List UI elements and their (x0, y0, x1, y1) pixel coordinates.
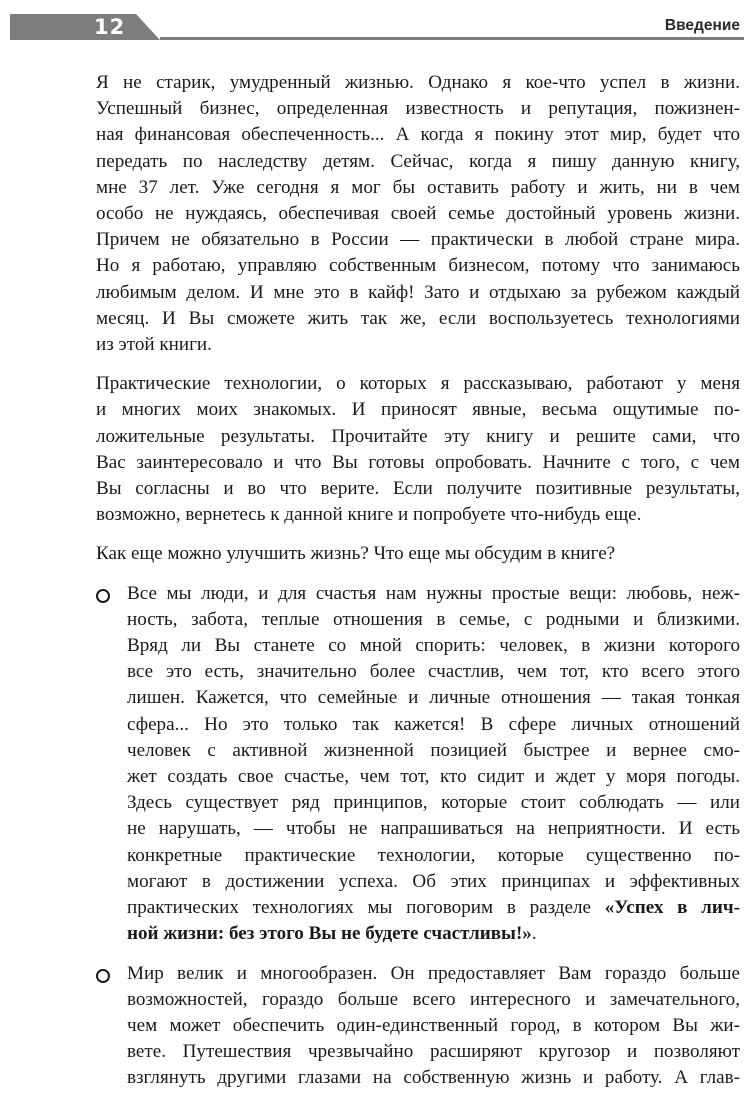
text-line: конкретные практические технологии, которые существенно по- (127, 844, 740, 866)
body-text (96, 70, 740, 1105)
text-line: Я не старик, умудренный жизнью. Однако я кое-что успел в жизни. (96, 72, 740, 93)
list-item (96, 581, 740, 948)
text-line: сфера... Но это только так кажется! В сфере личных отношений (127, 713, 740, 735)
circle-bullet-icon (96, 969, 110, 983)
text-line: Вас заинтересовало и что Вы готовы опробовать. Начните с того, с чем (96, 451, 740, 473)
text-line: ная финансовая обеспеченность... А когда я покину этот мир, будет что (96, 124, 740, 146)
text-line: Здесь существует ряд принципов, которые стоит соблюдать — или (127, 792, 740, 814)
text-line: все это есть, значительно более счастлив, чем тот, кто всего этого (127, 661, 740, 683)
text-line: Как еще можно улучшить жизнь? Что еще мы обсудим в книге? (96, 543, 616, 565)
paragraph-2 (96, 371, 740, 528)
paragraph-3 (96, 541, 740, 567)
text-line: из этой книги. (96, 334, 212, 356)
section-title: Введение (664, 17, 740, 34)
text-line: возможно, вернетесь к данной книге и попробуете что-нибудь еще. (96, 504, 642, 526)
section-reference: «Успех в лич- (604, 897, 741, 919)
text-line: возможностей, гораздо больше всего интересного и замечательного, (127, 988, 740, 1010)
text-line (127, 921, 740, 947)
text-line: Причем не обязательно в России — практически в любой стране мира. (96, 229, 740, 251)
text-line: Мир велик и многообразен. Он предоставляет Вам гораздо больше (127, 962, 740, 984)
text-line: жет создать свое счастье, чем тот, кто сидит и ждет у моря погоды. (127, 766, 740, 788)
text-line: человек с активной жизненной позицией быстрее и вернее смо- (127, 739, 740, 761)
text-line: особо не нуждаясь, обеспечивая своей семье достойный уровень жизни. (96, 203, 740, 225)
text-line: лишен. Кажется, что семейные и личные отношения — такая тонкая (127, 687, 740, 709)
text-line: Успешный бизнес, определенная известность и репутация, пожизнен- (96, 98, 740, 120)
text-line: Но я работаю, управляю собственным бизнесом, потому что занимаюсь (96, 255, 740, 277)
text-line: ложительные результаты. Прочитайте эту книгу и решите сами, что (96, 425, 740, 447)
paragraph-1 (96, 70, 740, 358)
text-line: месяц. И Вы сможете жить так же, если воспользуетесь технологиями (96, 307, 740, 329)
text-line: не нарушать, — чтобы не напрашиваться на неприятности. И есть (127, 818, 740, 840)
list-item (96, 961, 740, 1092)
text-line: чем может обеспечить один-единственный город, в котором Вы жи- (127, 1014, 740, 1036)
text-run: . (531, 923, 537, 945)
text-line: и многих моих знакомых. И приносят явные, весьма ощутимые по- (96, 399, 740, 421)
page-header (10, 14, 744, 40)
header-rule (160, 37, 744, 40)
text-line: передать по наследству детям. Сейчас, когда я пишу данную книгу, (96, 150, 740, 172)
text-line (127, 895, 740, 921)
text-line: взглянуть другими глазами на собственную жизнь и работу. А глав- (127, 1067, 740, 1089)
text-line: ность, забота, теплые отношения в семье, с родными и близкими. (127, 608, 740, 630)
text-line: вете. Путешествия чрезвычайно расширяют кругозор и позволяют (127, 1041, 740, 1063)
text-run: практических технологиях мы поговорим в разделе (127, 897, 605, 919)
text-line: Вряд ли Вы станете со мной спорить: человек, в жизни которого (127, 635, 740, 657)
circle-bullet-icon (96, 589, 110, 603)
text-line: любимым делом. И мне это в кайф! Зато и отдыхаю за рубежом каждый (96, 281, 740, 303)
bullet-list (96, 581, 740, 1092)
section-reference: ной жизни: без этого Вы не будете счастливы!» (127, 923, 532, 945)
text-line: Все мы люди, и для счастья нам нужны простые вещи: любовь, неж- (127, 582, 740, 604)
page-number-tab (10, 14, 160, 40)
text-line: Практические технологии, о которых я рассказываю, работают у меня (96, 373, 740, 395)
text-line: мне 37 лет. Уже сегодня я мог бы оставить работу и жить, ни в чем (96, 176, 740, 198)
text-line: Вы согласны и во что верите. Если получите позитивные результаты, (96, 478, 740, 500)
page-number: 12 (94, 15, 126, 39)
text-line: могают в достижении успеха. Об этих принципах и эффективных (127, 870, 740, 892)
